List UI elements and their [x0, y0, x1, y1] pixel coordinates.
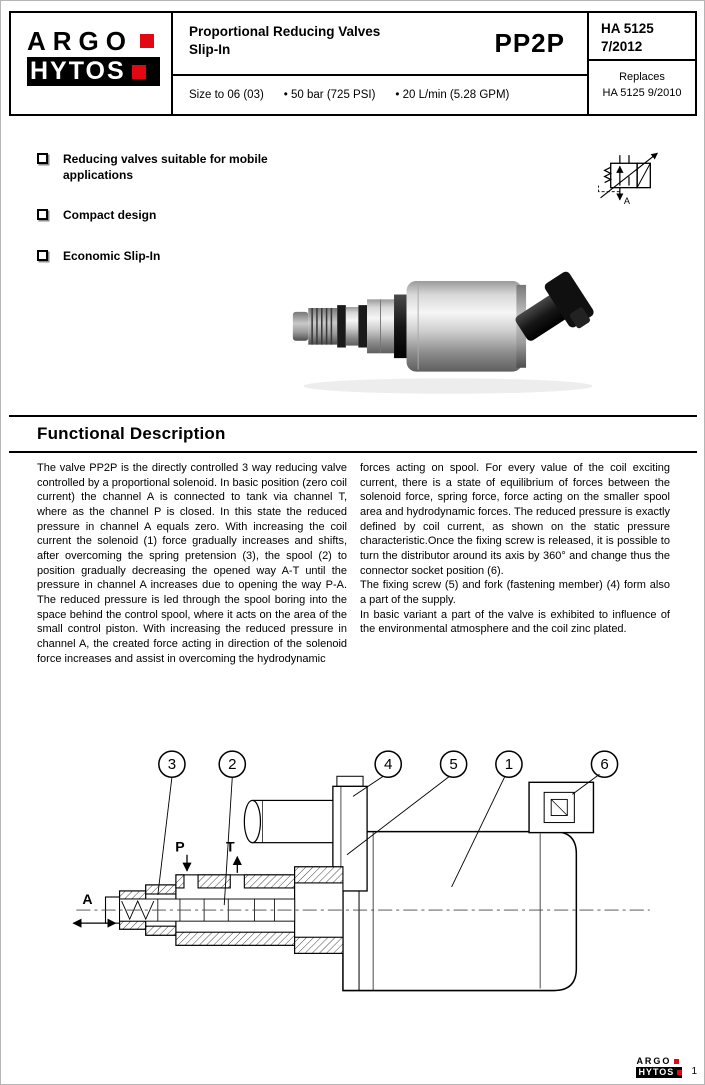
replaces-value: HA 5125 9/2010 — [602, 86, 682, 99]
doc-number: HA 5125 — [601, 21, 654, 36]
text-column-right — [360, 461, 670, 666]
checkbox-bullet-icon — [37, 209, 48, 220]
tube — [244, 800, 333, 842]
logo-word-hytos: HYTOS — [638, 1067, 675, 1077]
section-title: Functional Description — [37, 424, 226, 443]
logo-red-square-icon — [132, 65, 146, 79]
footer — [636, 1057, 697, 1078]
model-code: PP2P — [494, 28, 565, 58]
argo-hytos-logo — [11, 13, 173, 114]
feature-item — [37, 207, 287, 223]
feature-label: Reducing valves suitable for mobile applications — [63, 152, 268, 183]
logo-red-square-icon — [674, 1059, 679, 1064]
callout-2: 2 — [228, 756, 237, 774]
footer-logo — [636, 1057, 682, 1078]
product-photo — [289, 244, 607, 399]
feature-item — [37, 151, 287, 183]
port-p-label: P — [175, 838, 185, 855]
callout-6: 6 — [600, 756, 609, 774]
feature-label: Economic Slip-In — [63, 248, 161, 263]
functional-description-text — [37, 461, 670, 666]
doc-date: 7/2012 — [601, 38, 643, 54]
port-a-label: A — [82, 891, 93, 908]
logo-red-square-icon — [140, 34, 154, 48]
logo-word-argo: ARGO — [636, 1056, 672, 1066]
header — [9, 11, 697, 116]
paragraph: In basic variant a part of the valve is exhibited to influence of the environmental atmosphere and the coil zinc plated. — [360, 608, 670, 636]
port-t-label: T — [225, 838, 235, 855]
paragraph: The valve PP2P is the directly controlled 3 way reducing valve controlled by a proportional solenoid. In basic position (zero coil current) the channel A is connected to tank via channel T, where as the channel P is closed. In this state the reduced pressure in channel A equals zero. With increasing the coil current the solenoid (1) force gradually increases and shifts, after overcoming the spring pretension (3), the spool (2) to position gradually decreasing the opened way A-T until the pressure in channel A increases due to opening the way P-A. The reduced pressure is led through the spool boring into the space behind the control spool, where it acts on the area of the small control piston. With increasing the reduced pressure in channel A, the created force acting in direction of the solenoid force increases and assist in overcoming the hydrodynamic — [37, 462, 347, 665]
paragraph: The fixing screw (5) and fork (fastening member) (4) form also a part of the supply. — [360, 579, 670, 607]
feature-item — [37, 248, 287, 264]
callout-1: 1 — [504, 756, 514, 774]
specs-row — [173, 74, 587, 114]
spec-size: Size to 06 (03) — [189, 89, 264, 101]
doc-title-line1: Proportional Reducing Valves — [189, 24, 381, 39]
text-column-left — [37, 461, 347, 666]
spec-pressure: • 50 bar (725 PSI) — [283, 89, 376, 101]
callout-5: 5 — [449, 756, 458, 774]
logo-word-hytos: HYTOS — [30, 57, 126, 85]
logo-red-square-icon — [677, 1070, 682, 1075]
replaces-label: Replaces — [619, 71, 665, 83]
spec-flow: • 20 L/min (5.28 GPM) — [395, 89, 510, 101]
checkbox-bullet-icon — [37, 250, 48, 261]
cross-section-drawing — [21, 746, 685, 1048]
symbol-port-a-label: A — [623, 195, 631, 206]
callout-3: 3 — [167, 756, 177, 774]
doc-title-line2: Slip-In — [189, 41, 231, 57]
hydraulic-symbol-diagram — [584, 145, 676, 211]
callout-4: 4 — [384, 756, 393, 774]
feature-list — [37, 151, 287, 288]
page-number: 1 — [691, 1066, 697, 1077]
doc-number-cell — [589, 13, 695, 114]
checkbox-bullet-icon — [37, 153, 48, 164]
feature-label: Compact design — [63, 208, 157, 223]
logo-word-argo: ARGO — [27, 26, 133, 56]
paragraph: forces acting on spool. For every value of the coil exciting current, there is a state of equilibrium of forces between the solenoid force, spring force, force acting on the smaller spool area and hydrodynamic forces. The reduced pressure is exactly defined by coil current, as shown on the static pressure characteristic.Once the fixing screw is released, it is possible to turn the distributor around its axis by 360° and change thus the connector socket position (6). — [360, 462, 670, 577]
functional-description-heading-band — [9, 415, 697, 453]
connector-socket — [529, 782, 593, 832]
header-title-cell — [173, 13, 589, 114]
